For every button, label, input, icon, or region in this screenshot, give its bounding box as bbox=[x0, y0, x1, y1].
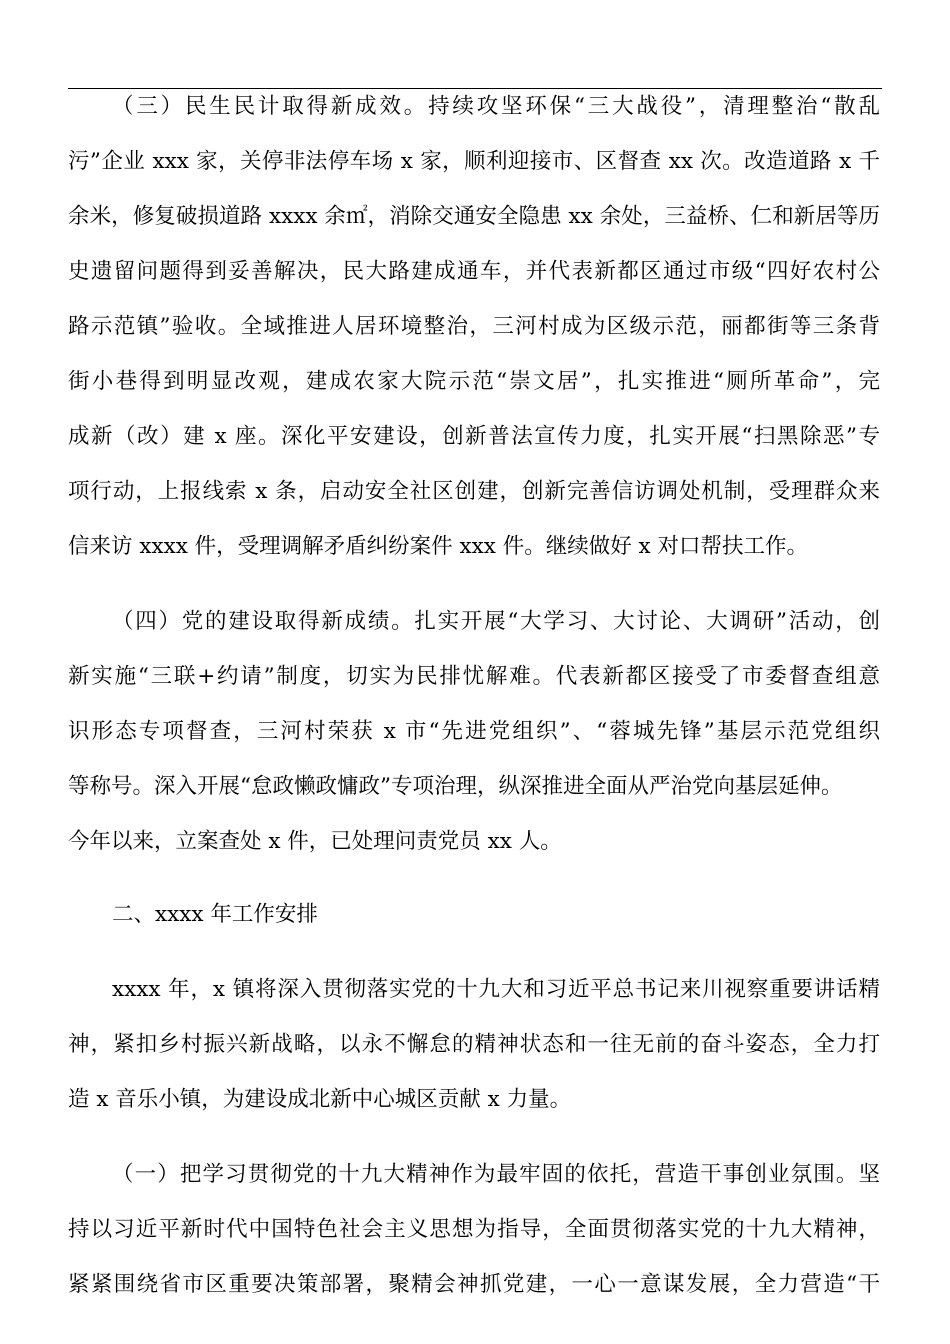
paragraph-3-line: 污”企业 xxx 家，关停非法停车场 x 家，顺利迎接市、区督查 xx 次。改造道路 x 千 bbox=[68, 149, 880, 174]
paragraph-3-line: 史遗留问题得到妥善解决，民大路建成通车，并代表新都区通过市级“四好农村公 bbox=[68, 259, 880, 284]
paragraph-3-line: 成新（改）建 x 座。深化平安建设，创新普法宣传力度，扎实开展“扫黑除恶”专 bbox=[68, 424, 880, 449]
paragraph-4-line: （四）党的建设取得新成绩。扎实开展“大学习、大讨论、大调研”活动，创 bbox=[112, 609, 880, 634]
paragraph-1-line: 紧紧围绕省市区重要决策部署，聚精会神抓党建，一心一意谋发展，全力营造“干 bbox=[68, 1272, 880, 1297]
paragraph-4-line: 等称号。深入开展“怠政懒政慵政”专项治理，纵深推进全面从严治党向基层延伸。 bbox=[68, 774, 843, 799]
paragraph-1-line: （一）把学习贯彻党的十九大精神作为最牢固的依托，营造干事创业氛围。坚 bbox=[112, 1162, 880, 1187]
paragraph-4-line: 新实施“三联+约请”制度，切实为民排忧解难。代表新都区接受了市委督查组意 bbox=[68, 664, 880, 689]
intro-paragraph-line: xxxx 年，x 镇将深入贯彻落实党的十九大和习近平总书记来川视察重要讲话精 bbox=[112, 977, 880, 1002]
paragraph-3-line: 余米，修复破损道路 xxxx 余㎡，消除交通安全隐患 xx 余处，三益桥、仁和新居等历 bbox=[68, 204, 880, 229]
paragraph-1-line: 持以习近平新时代中国特色社会主义思想为指导，全面贯彻落实党的十九大精神， bbox=[68, 1217, 880, 1242]
paragraph-4-line: 识形态专项督查，三河村荣获 x 市“先进党组织”、“蓉城先锋”基层示范党组织 bbox=[68, 719, 880, 744]
header-rule bbox=[68, 88, 882, 89]
paragraph-3-line: 街小巷得到明显改观，建成农家大院示范“崇文居”，扎实推进“厕所革命”，完 bbox=[68, 369, 880, 394]
paragraph-3-line: （三）民生民计取得新成效。持续攻坚环保“三大战役”，清理整治“散乱 bbox=[112, 94, 880, 119]
intro-paragraph-line: 造 x 音乐小镇，为建设成北新中心城区贡献 x 力量。 bbox=[68, 1087, 572, 1112]
paragraph-3-line: 信来访 xxxx 件，受理调解矛盾纠纷案件 xxx 件。继续做好 x 对口帮扶工作。 bbox=[68, 534, 809, 559]
paragraph-3-line: 路示范镇”验收。全域推进人居环境整治，三河村成为区级示范，丽都街等三条背 bbox=[68, 314, 880, 339]
intro-paragraph-line: 神，紧扣乡村振兴新战略，以永不懈怠的精神状态和一往无前的奋斗姿态，全力打 bbox=[68, 1032, 880, 1057]
paragraph-3-line: 项行动，上报线索 x 条，启动安全社区创建，创新完善信访调处机制，受理群众来 bbox=[68, 479, 880, 504]
paragraph-4-line: 今年以来，立案查处 x 件，已处理问责党员 xx 人。 bbox=[68, 829, 562, 854]
section-heading: 二、xxxx 年工作安排 bbox=[112, 902, 318, 927]
